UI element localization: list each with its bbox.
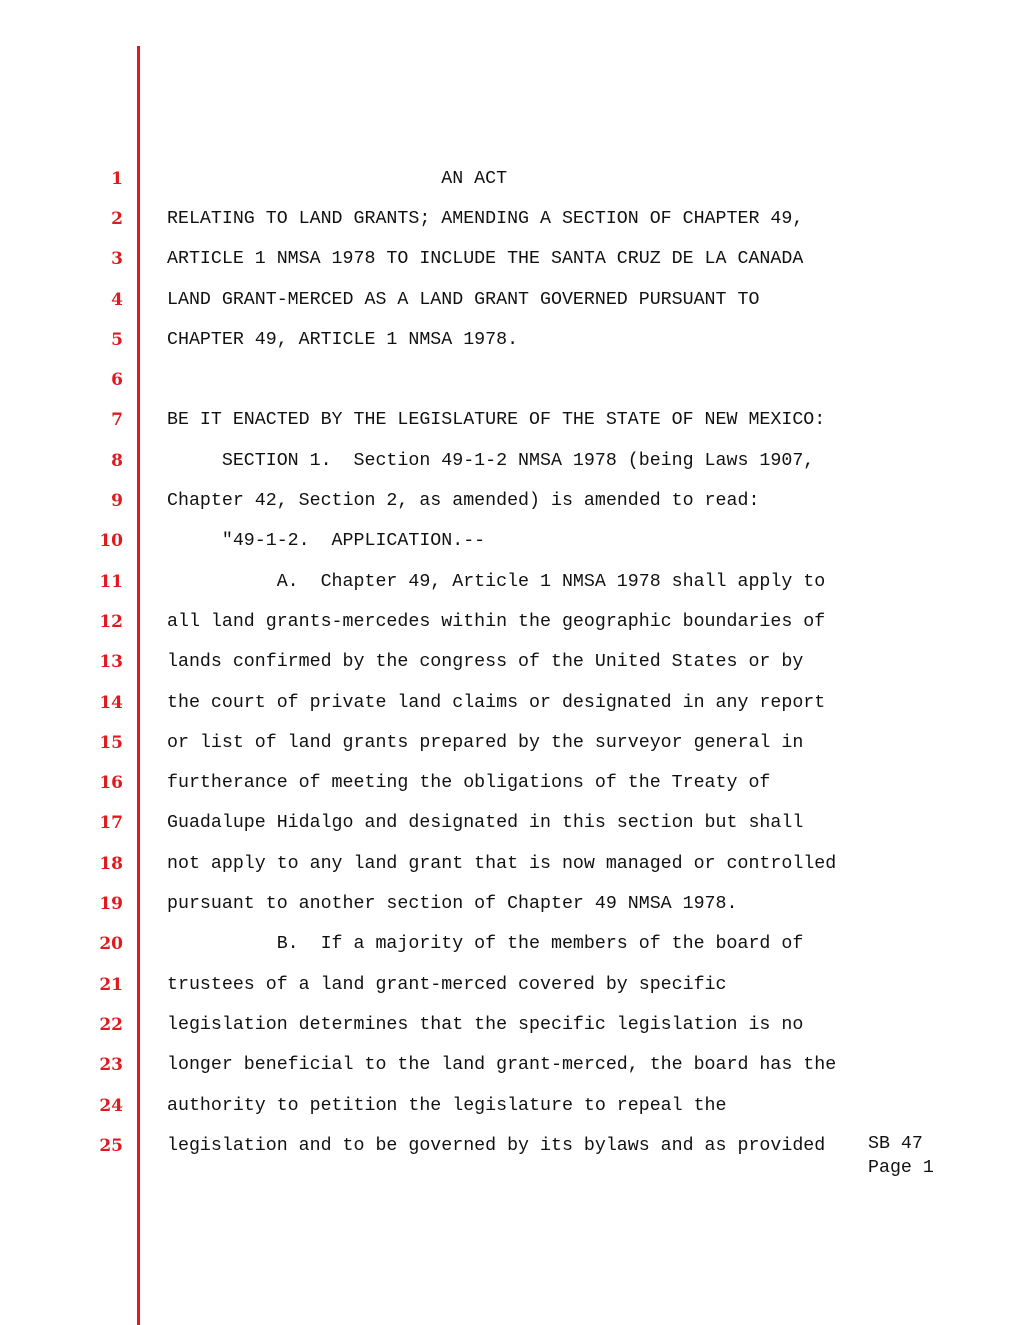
line-number: 25 xyxy=(99,1136,123,1156)
bill-text-line: legislation and to be governed by its bylaws and as provided xyxy=(167,1136,826,1156)
line-number: 14 xyxy=(99,693,123,713)
bill-text-line: the court of private land claims or designated in any report xyxy=(167,693,826,713)
bill-text-line: trustees of a land grant-merced covered by specific xyxy=(167,975,727,995)
line-number: 1 xyxy=(111,169,123,189)
bill-text-line: all land grants-mercedes within the geographic boundaries of xyxy=(167,612,826,632)
line-number: 13 xyxy=(99,652,123,672)
line-number: 18 xyxy=(99,854,123,874)
margin-rule xyxy=(137,46,140,1325)
line-number: 20 xyxy=(99,934,123,954)
line-number: 2 xyxy=(111,209,123,229)
bill-text-line: SECTION 1. Section 49-1-2 NMSA 1978 (being Laws 1907, xyxy=(167,451,815,471)
bill-title: AN ACT xyxy=(167,169,508,189)
bill-text-line: ARTICLE 1 NMSA 1978 TO INCLUDE THE SANTA CRUZ DE LA CANADA xyxy=(167,249,804,269)
bill-text-line: RELATING TO LAND GRANTS; AMENDING A SECTION OF CHAPTER 49, xyxy=(167,209,804,229)
bill-text-line: Guadalupe Hidalgo and designated in this section but shall xyxy=(167,813,804,833)
page-number: Page 1 xyxy=(868,1158,934,1178)
line-number: 17 xyxy=(99,813,123,833)
line-number: 7 xyxy=(111,410,123,430)
line-number: 15 xyxy=(99,733,123,753)
bill-text-line: Chapter 42, Section 2, as amended) is amended to read: xyxy=(167,491,760,511)
line-number: 10 xyxy=(99,531,123,551)
bill-text-line: longer beneficial to the land grant-merced, the board has the xyxy=(167,1055,837,1075)
line-number: 16 xyxy=(99,773,123,793)
bill-text-line: authority to petition the legislature to repeal the xyxy=(167,1096,727,1116)
bill-id: SB 47 xyxy=(868,1134,923,1154)
line-number: 6 xyxy=(111,370,123,390)
line-number: 23 xyxy=(99,1055,123,1075)
enacting-clause: BE IT ENACTED BY THE LEGISLATURE OF THE STATE OF NEW MEXICO: xyxy=(167,410,826,430)
line-number: 5 xyxy=(111,330,123,350)
line-number: 19 xyxy=(99,894,123,914)
bill-text-line: A. Chapter 49, Article 1 NMSA 1978 shall apply to xyxy=(167,572,826,592)
line-number: 8 xyxy=(111,451,123,471)
line-number: 22 xyxy=(99,1015,123,1035)
bill-text-line: not apply to any land grant that is now managed or controlled xyxy=(167,854,837,874)
line-number: 12 xyxy=(99,612,123,632)
bill-text-line: furtherance of meeting the obligations of the Treaty of xyxy=(167,773,771,793)
line-number: 9 xyxy=(111,491,123,511)
bill-text-line: lands confirmed by the congress of the United States or by xyxy=(167,652,804,672)
bill-text-line: or list of land grants prepared by the surveyor general in xyxy=(167,733,804,753)
bill-text-line: B. If a majority of the members of the board of xyxy=(167,934,804,954)
bill-text-line: pursuant to another section of Chapter 49 NMSA 1978. xyxy=(167,894,738,914)
bill-text-line: LAND GRANT-MERCED AS A LAND GRANT GOVERNED PURSUANT TO xyxy=(167,290,760,310)
line-number: 24 xyxy=(99,1096,123,1116)
bill-text-line: legislation determines that the specific legislation is no xyxy=(167,1015,804,1035)
line-number: 21 xyxy=(99,975,123,995)
line-number: 11 xyxy=(99,572,123,592)
line-number: 3 xyxy=(111,249,123,269)
section-heading: "49-1-2. APPLICATION.-- xyxy=(167,531,486,551)
bill-text-line: CHAPTER 49, ARTICLE 1 NMSA 1978. xyxy=(167,330,519,350)
line-number: 4 xyxy=(111,290,123,310)
